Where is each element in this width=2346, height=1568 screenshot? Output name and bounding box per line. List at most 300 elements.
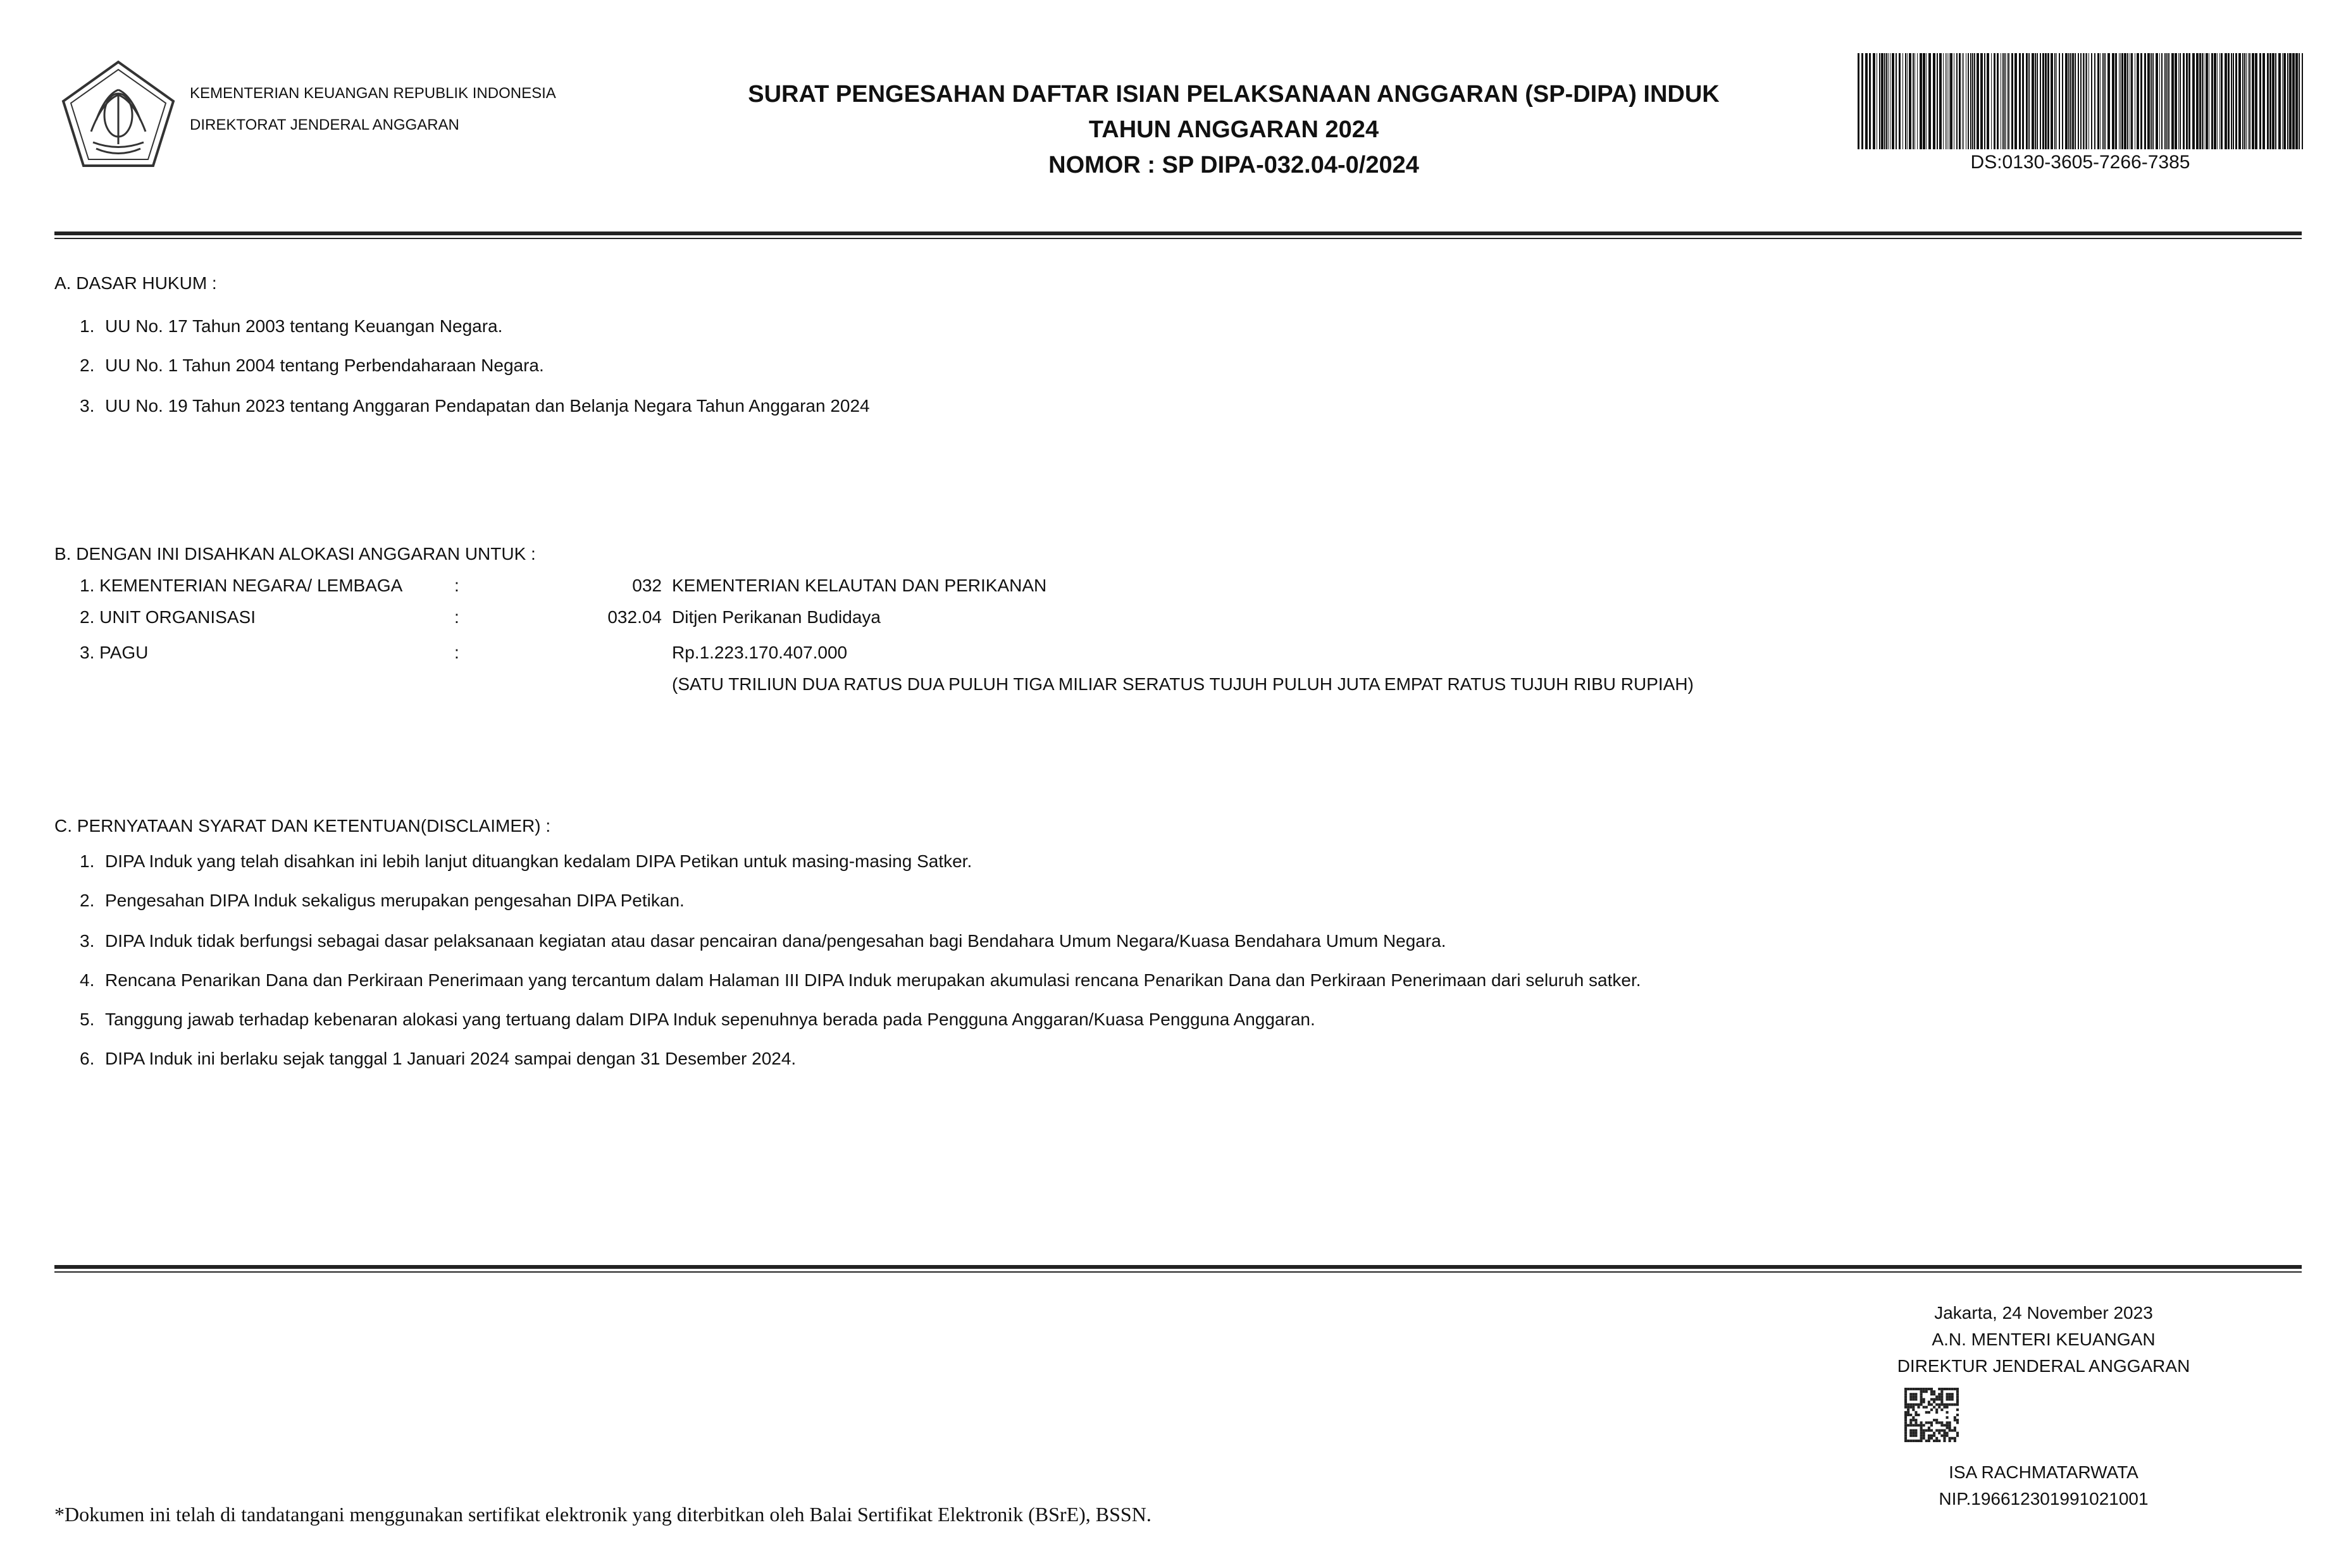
qr-module (1949, 1426, 1951, 1429)
barcode-bar (1902, 53, 1903, 149)
barcode-bar (1909, 53, 1911, 149)
barcode-bar (1950, 53, 1952, 149)
qr-module (1930, 1398, 1933, 1400)
row-code: 032.04 (607, 607, 662, 627)
qr-module (1946, 1393, 1949, 1395)
barcode-bar (1991, 53, 1992, 149)
qr-module (1940, 1395, 1943, 1398)
qr-module (1904, 1421, 1907, 1424)
barcode-bar (2019, 53, 2021, 149)
qr-module (1928, 1404, 1930, 1406)
qr-module (1912, 1406, 1915, 1409)
qr-module (1912, 1416, 1915, 1419)
barcode (1858, 53, 2303, 149)
qr-module (1904, 1440, 1907, 1442)
qr-module (1940, 1398, 1943, 1400)
qr-module (1915, 1424, 1917, 1426)
barcode-bar (2278, 53, 2281, 149)
qr-module (1940, 1409, 1943, 1411)
qr-module (1928, 1388, 1930, 1390)
qr-module (1912, 1429, 1915, 1432)
barcode-bar (1861, 53, 1863, 149)
qr-module (1904, 1404, 1907, 1406)
barcode-bar (2221, 53, 2223, 149)
qr-module (1928, 1429, 1930, 1432)
barcode-bar (2299, 53, 2300, 149)
qr-module (1933, 1435, 1935, 1437)
barcode-bar (2008, 53, 2009, 149)
qr-module (1933, 1390, 1935, 1393)
qr-module (1946, 1432, 1949, 1435)
qr-module (1930, 1435, 1933, 1437)
qr-module (1930, 1409, 1933, 1411)
qr-module (1928, 1440, 1930, 1442)
qr-module (1935, 1409, 1938, 1411)
qr-module (1946, 1388, 1949, 1390)
barcode-bar (1926, 53, 1927, 149)
barcode-bar (2091, 53, 2092, 149)
qr-module (1938, 1440, 1940, 1442)
qr-module (1909, 1421, 1912, 1424)
qr-module (1909, 1419, 1912, 1421)
section-a-item: 1. UU No. 17 Tahun 2003 tentang Keuangan Negara. (80, 316, 503, 336)
qr-module (1930, 1429, 1933, 1432)
barcode-bar (2206, 53, 2208, 149)
qr-module (1949, 1395, 1951, 1398)
qr-module (1928, 1421, 1930, 1424)
document-title: SURAT PENGESAHAN DAFTAR ISIAN PELAKSANAAN ANGGARAN (SP-DIPA) INDUK (748, 81, 1720, 108)
qr-module (1943, 1404, 1946, 1406)
barcode-bar (1896, 53, 1897, 149)
barcode-bar (2047, 53, 2049, 149)
barcode-bar (1899, 53, 1901, 149)
barcode-bar (2011, 53, 2013, 149)
qr-module (1930, 1390, 1933, 1393)
barcode-bar (2007, 53, 2008, 149)
section-c-item: 4. Rencana Penarikan Dana dan Perkiraan Penerimaan yang tercantum dalam Halaman III DIPA Induk merupakan akumulasi rencana Penarikan Dana dan Perkiraan Penerimaan dari seluruh satker. (80, 970, 1641, 990)
barcode-bar (1879, 53, 1880, 149)
qr-module (1954, 1388, 1956, 1390)
section-c-item: 2. Pengesahan DIPA Induk sekaligus merupakan pengesahan DIPA Petikan. (80, 891, 685, 910)
qr-module (1940, 1393, 1943, 1395)
qr-module (1923, 1388, 1925, 1390)
qr-module (1909, 1395, 1912, 1398)
qr-module (1940, 1390, 1943, 1393)
barcode-bar (2292, 53, 2295, 149)
barcode-bar (2249, 53, 2250, 149)
qr-module (1904, 1411, 1907, 1414)
qr-module (1956, 1432, 1959, 1435)
qr-module (1904, 1393, 1907, 1395)
qr-module (1956, 1400, 1959, 1403)
barcode-number: DS:0130-3605-7266-7385 (1970, 152, 2190, 173)
qr-module (1935, 1437, 1938, 1440)
barcode-bar (1884, 53, 1885, 149)
qr-module (1915, 1393, 1917, 1395)
qr-module (1928, 1400, 1930, 1403)
qr-module (1946, 1395, 1949, 1398)
barcode-bar (2295, 53, 2298, 149)
qr-module (1938, 1398, 1940, 1400)
section-b-heading: B. DENGAN INI DISAHKAN ALOKASI ANGGARAN UNTUK : (54, 544, 536, 564)
barcode-bar (2150, 53, 2152, 149)
barcode-bar (2180, 53, 2181, 149)
row-label: 1. KEMENTERIAN NEGARA/ LEMBAGA (80, 576, 403, 595)
qr-module (1930, 1437, 1933, 1440)
qr-module (1954, 1429, 1956, 1432)
qr-module (1907, 1424, 1909, 1426)
qr-module (1904, 1406, 1907, 1409)
barcode-bar (2083, 53, 2084, 149)
qr-module (1923, 1429, 1925, 1432)
qr-module (1907, 1414, 1909, 1416)
qr-module (1915, 1429, 1917, 1432)
qr-module (1946, 1435, 1949, 1437)
barcode-bar (2115, 53, 2117, 149)
qr-module (1909, 1393, 1912, 1395)
row-colon: : (454, 643, 459, 662)
barcode-bar (1959, 53, 1961, 149)
qr-module (1909, 1435, 1912, 1437)
barcode-bar (1970, 53, 1971, 149)
barcode-bar (2054, 53, 2056, 149)
qr-module (1933, 1440, 1935, 1442)
barcode-bar (2002, 53, 2004, 149)
qr-module (1938, 1406, 1940, 1409)
barcode-bar (1858, 53, 1859, 149)
qr-module (1912, 1395, 1915, 1398)
qr-module (1909, 1398, 1912, 1400)
signature-place-date: Jakarta, 24 November 2023 (1934, 1303, 2153, 1323)
barcode-bar (2196, 53, 2199, 149)
qr-module (1920, 1437, 1923, 1440)
qr-module (1949, 1398, 1951, 1400)
row-colon: : (454, 576, 459, 595)
barcode-bar (1917, 53, 1918, 149)
qr-module (1920, 1421, 1923, 1424)
qr-module (1940, 1429, 1943, 1432)
barcode-bar (1892, 53, 1894, 149)
qr-module (1935, 1398, 1938, 1400)
qr-module (1923, 1400, 1925, 1403)
barcode-bar (2094, 53, 2095, 149)
barcode-bar (1928, 53, 1931, 149)
barcode-bar (2302, 53, 2303, 149)
qr-module (1920, 1393, 1923, 1395)
row-label: 2. UNIT ORGANISASI (80, 607, 256, 627)
qr-module (1938, 1388, 1940, 1390)
qr-module (1938, 1432, 1940, 1435)
qr-module (1956, 1398, 1959, 1400)
qr-module (1904, 1424, 1907, 1426)
qr-module (1943, 1435, 1946, 1437)
qr-module (1925, 1440, 1928, 1442)
qr-module (1933, 1393, 1935, 1395)
barcode-bar (1977, 53, 1979, 149)
signature-position: DIREKTUR JENDERAL ANGGARAN (1897, 1356, 2190, 1376)
barcode-bar (2075, 53, 2076, 149)
qr-module (1917, 1440, 1920, 1442)
qr-module (1949, 1424, 1951, 1426)
qr-module (1938, 1404, 1940, 1406)
section-a-heading: A. DASAR HUKUM : (54, 273, 217, 293)
barcode-bar (1907, 53, 1908, 149)
qr-module (1912, 1398, 1915, 1400)
qr-module (1917, 1424, 1920, 1426)
qr-module (1917, 1404, 1920, 1406)
qr-module (1949, 1388, 1951, 1390)
qr-module (1951, 1429, 1954, 1432)
qr-module (1920, 1426, 1923, 1429)
barcode-bar (2037, 53, 2038, 149)
barcode-bar (2175, 53, 2177, 149)
qr-module (1935, 1419, 1938, 1421)
barcode-bar (2246, 53, 2247, 149)
barcode-bar (2283, 53, 2286, 149)
qr-module (1946, 1406, 1949, 1409)
qr-module (1920, 1435, 1923, 1437)
qr-module (1923, 1406, 1925, 1409)
qr-code (1904, 1388, 1959, 1442)
qr-module (1940, 1421, 1943, 1424)
barcode-bar (2159, 53, 2160, 149)
qr-module (1904, 1419, 1907, 1421)
qr-module (1949, 1393, 1951, 1395)
qr-module (1928, 1435, 1930, 1437)
qr-module (1907, 1388, 1909, 1390)
qr-module (1943, 1388, 1946, 1390)
barcode-bar (2137, 53, 2139, 149)
barcode-bar (2112, 53, 2114, 149)
barcode-bar (1962, 53, 1963, 149)
qr-module (1954, 1426, 1956, 1429)
barcode-bar (1972, 53, 1973, 149)
qr-module (1954, 1416, 1956, 1419)
qr-module (1907, 1406, 1909, 1409)
barcode-bar (2252, 53, 2254, 149)
barcode-bar (1923, 53, 1925, 149)
qr-module (1956, 1419, 1959, 1421)
barcode-bar (2088, 53, 2089, 149)
qr-module (1920, 1398, 1923, 1400)
qr-module (1935, 1421, 1938, 1424)
qr-module (1912, 1404, 1915, 1406)
qr-module (1940, 1400, 1943, 1403)
qr-module (1949, 1437, 1951, 1440)
barcode-bar (2244, 53, 2245, 149)
fiscal-year-title: TAHUN ANGGARAN 2024 (1088, 116, 1379, 143)
barcode-bar (2078, 53, 2079, 149)
qr-module (1956, 1390, 1959, 1393)
qr-module (1954, 1437, 1956, 1440)
ministry-logo (58, 57, 178, 171)
qr-module (1954, 1419, 1956, 1421)
barcode-bar (1939, 53, 1942, 149)
qr-module (1915, 1414, 1917, 1416)
qr-module (1920, 1400, 1923, 1403)
barcode-bar (2289, 53, 2292, 149)
qr-module (1935, 1411, 1938, 1414)
qr-module (1956, 1388, 1959, 1390)
qr-module (1940, 1424, 1943, 1426)
qr-module (1928, 1411, 1930, 1414)
document-number: NOMOR : SP DIPA-032.04-0/2024 (1048, 152, 1419, 178)
qr-module (1925, 1390, 1928, 1393)
qr-module (1904, 1437, 1907, 1440)
qr-module (1917, 1388, 1920, 1390)
qr-module (1951, 1398, 1954, 1400)
qr-module (1912, 1419, 1915, 1421)
qr-module (1912, 1388, 1915, 1390)
qr-module (1917, 1406, 1920, 1409)
qr-module (1907, 1409, 1909, 1411)
qr-module (1923, 1390, 1925, 1393)
barcode-bar (2275, 53, 2276, 149)
qr-module (1956, 1409, 1959, 1411)
qr-module (1909, 1388, 1912, 1390)
barcode-bar (2225, 53, 2227, 149)
barcode-bar (1997, 53, 1999, 149)
qr-module (1915, 1432, 1917, 1435)
barcode-bar (2186, 53, 2188, 149)
signatory-name: ISA RACHMATARWATA (1949, 1462, 2138, 1482)
barcode-bar (2214, 53, 2216, 149)
qr-module (1951, 1388, 1954, 1390)
qr-module (1954, 1404, 1956, 1406)
qr-module (1920, 1395, 1923, 1398)
barcode-bar (2166, 53, 2168, 149)
qr-module (1909, 1429, 1912, 1432)
section-c-heading: C. PERNYATAAN SYARAT DAN KETENTUAN(DISCLAIMER) : (54, 816, 551, 836)
barcode-bar (2065, 53, 2068, 149)
qr-module (1933, 1419, 1935, 1421)
footer-divider (54, 1265, 2302, 1269)
barcode-bar (2127, 53, 2128, 149)
qr-module (1956, 1414, 1959, 1416)
qr-module (1943, 1429, 1946, 1432)
barcode-bar (2164, 53, 2166, 149)
qr-module (1909, 1404, 1912, 1406)
qr-module (1904, 1429, 1907, 1432)
qr-module (1956, 1393, 1959, 1395)
barcode-bar (2152, 53, 2154, 149)
barcode-bar (2028, 53, 2030, 149)
qr-module (1904, 1398, 1907, 1400)
barcode-bar (1974, 53, 1975, 149)
qr-module (1930, 1388, 1933, 1390)
qr-module (1915, 1440, 1917, 1442)
qr-module (1912, 1440, 1915, 1442)
qr-module (1923, 1437, 1925, 1440)
qr-module (1923, 1435, 1925, 1437)
qr-module (1946, 1411, 1949, 1414)
barcode-bar (2080, 53, 2082, 149)
qr-module (1904, 1390, 1907, 1393)
barcode-bar (1987, 53, 1989, 149)
barcode-bar (1873, 53, 1875, 149)
qr-module (1943, 1437, 1946, 1440)
barcode-bar (1920, 53, 1922, 149)
qr-module (1943, 1424, 1946, 1426)
qr-module (1923, 1398, 1925, 1400)
e-signature-disclaimer: *Dokumen ini telah di tandatangani menggunakan sertifikat elektronik yang diterbitkan oleh Balai Sertifikat Elektronik (BSrE), BSSN. (54, 1503, 1151, 1526)
barcode-bar (2178, 53, 2179, 149)
ministry-name: KEMENTERIAN KEUANGAN REPUBLIK INDONESIA (190, 85, 556, 102)
qr-module (1920, 1424, 1923, 1426)
qr-module (1956, 1421, 1959, 1424)
barcode-bar (2262, 53, 2265, 149)
qr-module (1938, 1393, 1940, 1395)
qr-module (1949, 1429, 1951, 1432)
barcode-bar (1937, 53, 1938, 149)
qr-module (1923, 1424, 1925, 1426)
qr-module (1946, 1424, 1949, 1426)
barcode-bar (2235, 53, 2237, 149)
pagu-amount: Rp.1.223.170.407.000 (672, 643, 848, 662)
qr-module (1940, 1435, 1943, 1437)
qr-module (1951, 1395, 1954, 1398)
barcode-bar (1869, 53, 1871, 149)
barcode-bar (1968, 53, 1969, 149)
qr-module (1933, 1398, 1935, 1400)
qr-module (1912, 1409, 1915, 1411)
qr-module (1925, 1429, 1928, 1432)
qr-module (1907, 1440, 1909, 1442)
barcode-bar (2121, 53, 2123, 149)
barcode-bar (2120, 53, 2121, 149)
qr-module (1925, 1421, 1928, 1424)
qr-module (1904, 1432, 1907, 1435)
qr-module (1909, 1432, 1912, 1435)
qr-module (1912, 1393, 1915, 1395)
barcode-bar (2269, 53, 2271, 149)
barcode-bar (2272, 53, 2275, 149)
qr-module (1925, 1388, 1928, 1390)
barcode-bar (2102, 53, 2104, 149)
qr-module (1946, 1421, 1949, 1424)
qr-module (1956, 1395, 1959, 1398)
barcode-bar (1956, 53, 1958, 149)
barcode-bar (2124, 53, 2126, 149)
qr-module (1933, 1400, 1935, 1403)
qr-module (1956, 1435, 1959, 1437)
row-value: Ditjen Perikanan Budidaya (672, 607, 881, 627)
barcode-bar (2026, 53, 2028, 149)
qr-module (1940, 1404, 1943, 1406)
row-value: KEMENTERIAN KELAUTAN DAN PERIKANAN (672, 576, 1047, 595)
qr-module (1935, 1404, 1938, 1406)
barcode-bar (2282, 53, 2283, 149)
qr-module (1915, 1411, 1917, 1414)
qr-module (1909, 1440, 1912, 1442)
qr-module (1933, 1406, 1935, 1409)
barcode-bar (2070, 53, 2071, 149)
qr-module (1920, 1432, 1923, 1435)
qr-module (1904, 1388, 1907, 1390)
barcode-bar (1865, 53, 1868, 149)
barcode-bar (2035, 53, 2036, 149)
barcode-bar (1943, 53, 1944, 149)
qr-module (1930, 1404, 1933, 1406)
qr-module (1928, 1426, 1930, 1429)
barcode-bar (1905, 53, 1906, 149)
qr-module (1912, 1432, 1915, 1435)
qr-module (1925, 1411, 1928, 1414)
qr-module (1954, 1440, 1956, 1442)
qr-module (1951, 1437, 1954, 1440)
barcode-bar (2022, 53, 2024, 149)
qr-module (1935, 1440, 1938, 1442)
